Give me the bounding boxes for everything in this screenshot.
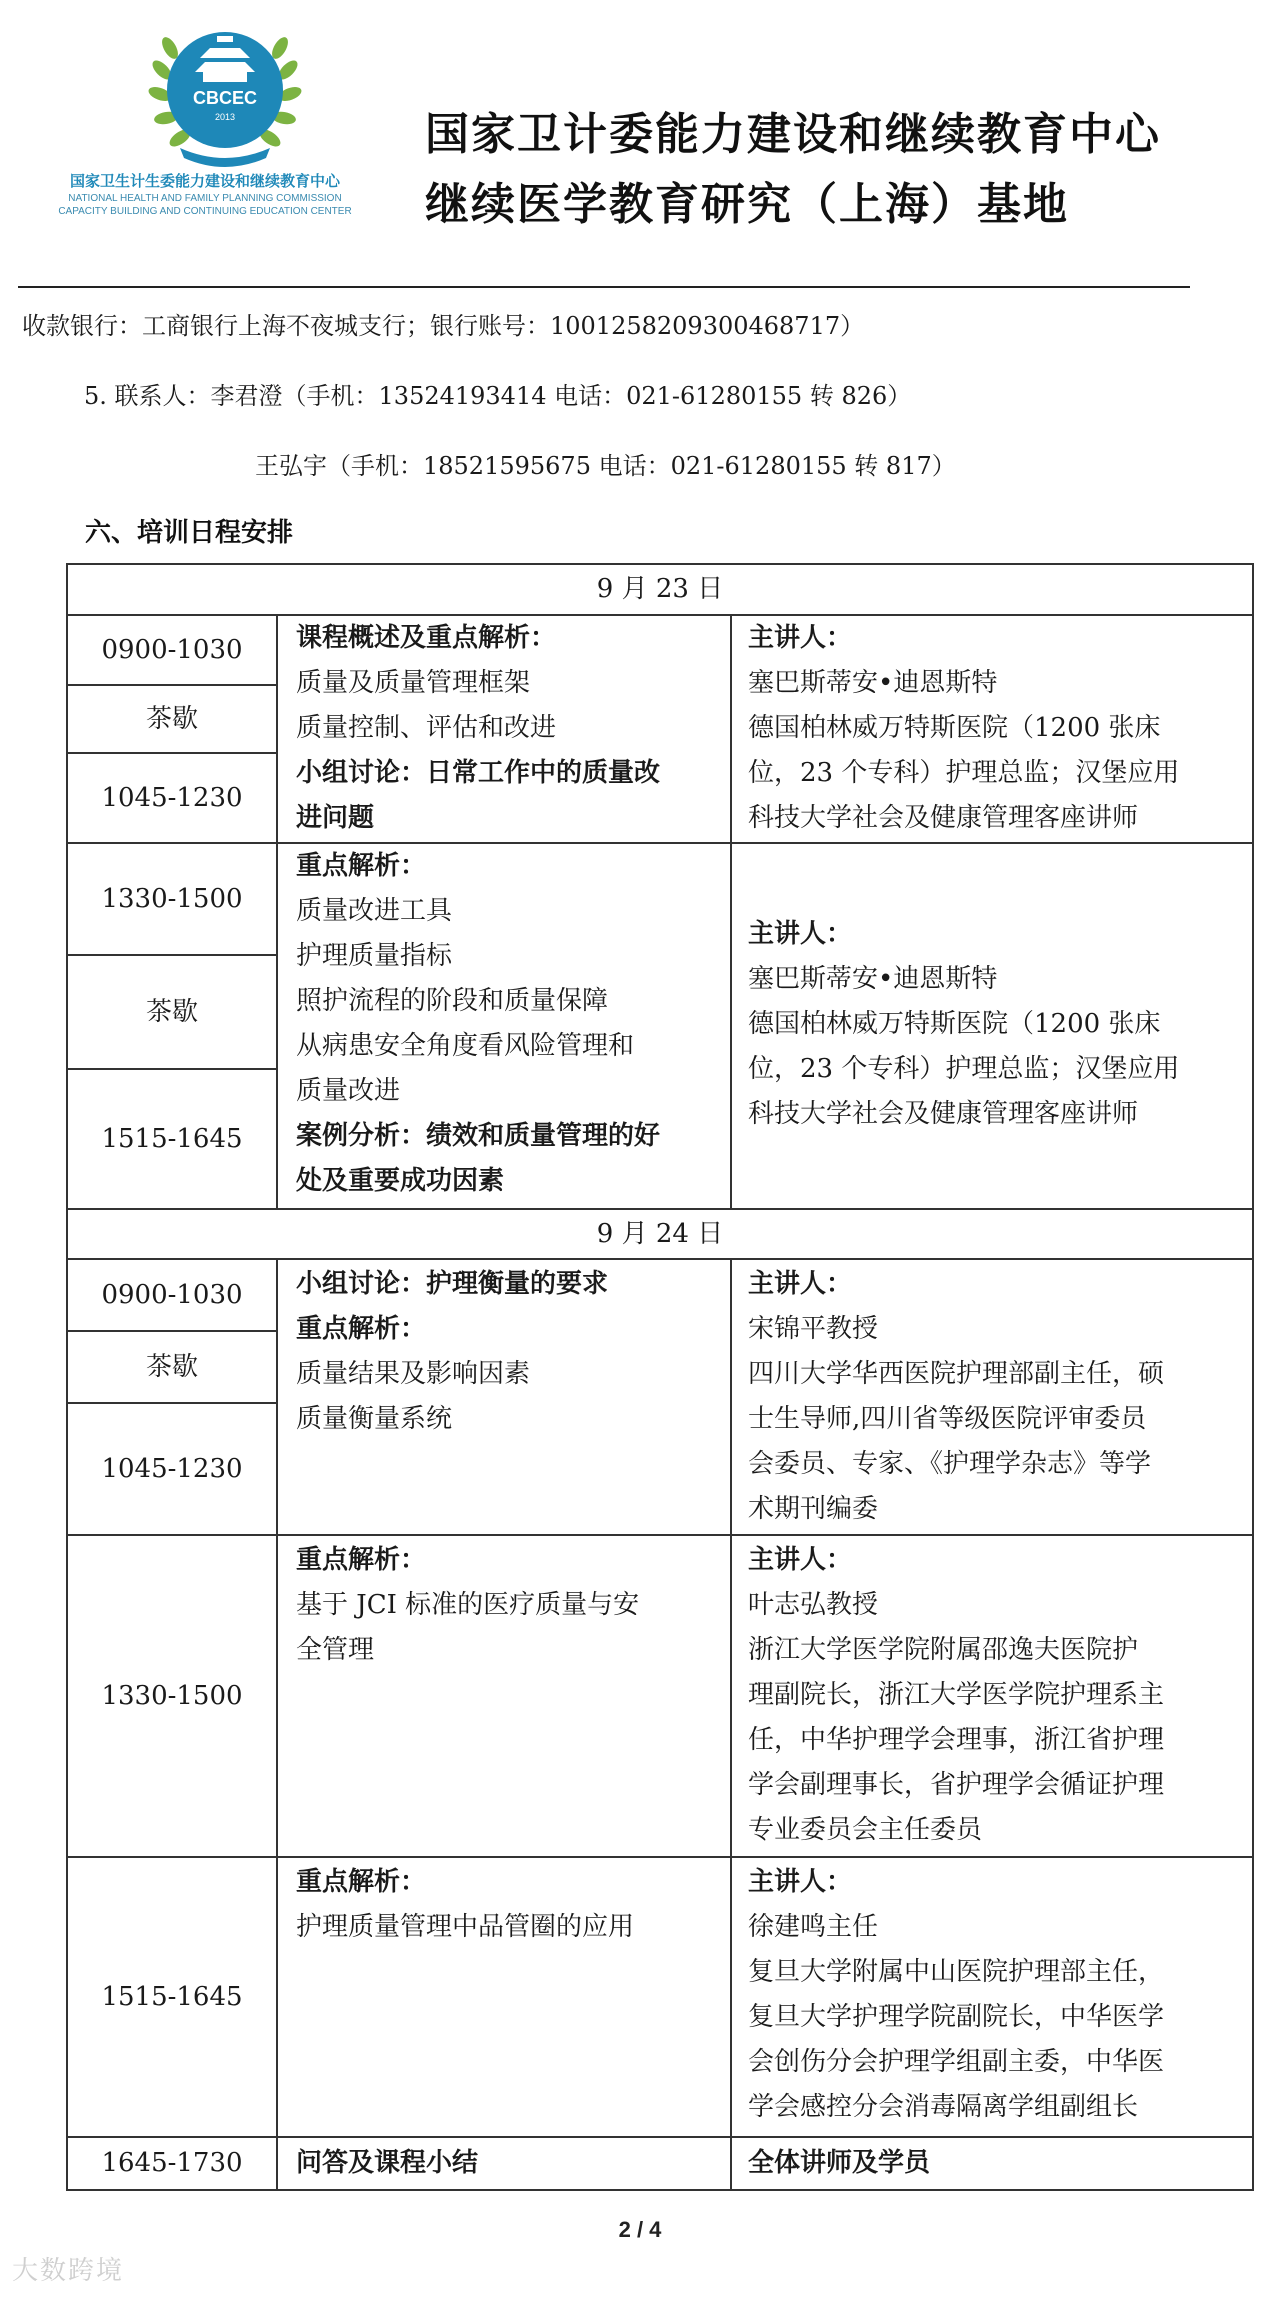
cell-line: 重点解析： xyxy=(296,1314,427,1344)
cell-line: 徐建鸣主任 xyxy=(748,1912,879,1942)
cell-line: 学会副理事长，省护理学会循证护理 xyxy=(748,1770,1165,1800)
cell-line: 专业委员会主任委员 xyxy=(748,1815,983,1845)
cell-line: 位，23 个专科）护理总监；汉堡应用 xyxy=(748,1054,1180,1084)
cell-line: 宋锦平教授 xyxy=(748,1314,879,1344)
cell-line: 质量及质量管理框架 xyxy=(296,668,531,698)
day2-block2-speaker xyxy=(748,1538,1248,1853)
cell-line: 塞巴斯蒂安•迪恩斯特 xyxy=(748,964,998,994)
cell-line: 质量改进工具 xyxy=(296,896,453,926)
day1-block1-speaker xyxy=(748,616,1248,841)
bank-info: 收款银行：工商银行上海不夜城支行；银行账号：1001258209300468717） xyxy=(22,312,865,340)
day2-time-1: 0900-1030 xyxy=(101,1279,243,1310)
cell-line: 主讲人： xyxy=(748,919,853,949)
cell-line: 基于 JCI 标准的医疗质量与安 xyxy=(296,1590,640,1620)
svg-text:CBCEC: CBCEC xyxy=(192,88,258,108)
cell-line: 处及重要成功因素 xyxy=(296,1166,505,1196)
cell-line: 理副院长，浙江大学医学院护理系主 xyxy=(748,1680,1165,1710)
cell-line: 德国柏林威万特斯医院（1200 张床 xyxy=(748,1009,1161,1039)
cell-line: 主讲人： xyxy=(748,1867,853,1897)
cell-line: 小组讨论：日常工作中的质量改 xyxy=(296,758,661,788)
day2-block2-topics xyxy=(296,1538,728,1673)
section-title: 六、培训日程安排 xyxy=(85,518,294,548)
cell-line: 复旦大学护理学院副院长，中华医学 xyxy=(748,2002,1165,2032)
cell-line: 德国柏林威万特斯医院（1200 张床 xyxy=(748,713,1161,743)
cell-line: 塞巴斯蒂安•迪恩斯特 xyxy=(748,668,998,698)
cell-line: 四川大学华西医院护理部副主任，硕 xyxy=(748,1359,1165,1389)
cell-line: 主讲人： xyxy=(748,1269,853,1299)
cell-line: 叶志弘教授 xyxy=(748,1590,879,1620)
cell-line: 复旦大学附属中山医院护理部主任， xyxy=(748,1957,1165,1987)
cell-line: 科技大学社会及健康管理客座讲师 xyxy=(748,1099,1139,1129)
day2-block1-topics xyxy=(296,1262,728,1442)
cell-line: 会创伤分会护理学组副主委，中华医 xyxy=(748,2047,1165,2077)
day1-block2-topics xyxy=(296,844,728,1204)
day1-time-6: 1515-1645 xyxy=(101,1123,243,1154)
day2-block3-speaker xyxy=(748,1860,1248,2130)
cell-line: 重点解析： xyxy=(296,1867,427,1897)
vrule-1b xyxy=(276,1258,278,2191)
cell-line: 士生导师,四川省等级医院评审委员 xyxy=(748,1404,1147,1434)
cell-line: 重点解析： xyxy=(296,1545,427,1575)
cell-line: 案例分析：绩效和质量管理的好 xyxy=(296,1121,661,1151)
day1-time-4: 1330-1500 xyxy=(101,883,243,914)
contact-1: 5. 联系人：李君澄（手机：13524193414 电话：021-61280155 转 826） xyxy=(84,382,912,410)
cell-line: 小组讨论：护理衡量的要求 xyxy=(296,1269,609,1299)
doc-title-line-2: 继续医学教育研究（上海）基地 xyxy=(425,179,1069,230)
day2-time-6: 1645-1730 xyxy=(101,2148,243,2178)
vrule-2a xyxy=(730,614,732,1208)
cell-line: 进问题 xyxy=(296,803,375,833)
day2-block3-topics xyxy=(296,1860,728,1950)
day2-block4-topic: 问答及课程小结 xyxy=(296,2148,479,2178)
cell-line: 任，中华护理学会理事，浙江省护理 xyxy=(748,1725,1165,1755)
cell-line: 护理质量指标 xyxy=(296,941,453,971)
cell-line: 全管理 xyxy=(296,1635,375,1665)
cell-line: 学会感控分会消毒隔离学组副组长 xyxy=(748,2092,1139,2122)
cell-line: 课程概述及重点解析： xyxy=(296,623,557,653)
cell-line: 质量结果及影响因素 xyxy=(296,1359,531,1389)
day1-date: 9 月 23 日 xyxy=(596,574,724,604)
page-number: 2 / 4 xyxy=(618,2217,662,2242)
cell-line: 重点解析： xyxy=(296,851,427,881)
org-name-cn: 国家卫生计生委能力建设和继续教育中心 xyxy=(69,172,340,190)
svg-text:2013: 2013 xyxy=(214,112,236,122)
day2-block4-speaker: 全体讲师及学员 xyxy=(748,2148,931,2178)
cell-line: 质量衡量系统 xyxy=(296,1404,453,1434)
day2-block1-speaker xyxy=(748,1262,1248,1532)
cell-line: 质量改进 xyxy=(296,1076,401,1106)
day2-time-2: 茶歇 xyxy=(145,1351,198,1382)
cell-line: 浙江大学医学院附属邵逸夫医院护 xyxy=(748,1635,1139,1665)
cell-line: 从病患安全角度看风险管理和 xyxy=(296,1031,635,1061)
day1-block2-speaker xyxy=(748,912,1248,1137)
cell-line: 主讲人： xyxy=(748,623,853,653)
cell-line: 位，23 个专科）护理总监；汉堡应用 xyxy=(748,758,1180,788)
vrule-1a xyxy=(276,614,278,1208)
org-name-en-line-1: NATIONAL HEALTH AND FAMILY PLANNING COMMISSION xyxy=(68,193,342,204)
day1-time-3: 1045-1230 xyxy=(101,782,243,813)
day2-date: 9 月 24 日 xyxy=(596,1218,724,1249)
day1-block1-topics xyxy=(296,616,728,841)
contact-2: 王弘宇（手机：18521595675 电话：021-61280155 转 817） xyxy=(255,452,956,480)
org-name-en-line-2: CAPACITY BUILDING AND CONTINUING EDUCATION CENTER xyxy=(58,206,352,217)
cell-line: 会委员、专家、《护理学杂志》等学 xyxy=(748,1449,1152,1479)
day1-time-2: 茶歇 xyxy=(145,703,198,734)
cell-line: 科技大学社会及健康管理客座讲师 xyxy=(748,803,1139,833)
day2-time-5: 1515-1645 xyxy=(101,1981,243,2012)
cell-line: 主讲人： xyxy=(748,1545,853,1575)
cell-line: 照护流程的阶段和质量保障 xyxy=(296,986,609,1016)
day1-time-1: 0900-1030 xyxy=(101,634,243,665)
doc-title-line-1: 国家卫计委能力建设和继续教育中心 xyxy=(425,109,1161,160)
cell-line: 护理质量管理中品管圈的应用 xyxy=(296,1912,635,1942)
vrule-2b xyxy=(730,1258,732,2191)
cell-line: 质量控制、评估和改进 xyxy=(296,713,557,743)
day1-time-5: 茶歇 xyxy=(145,996,198,1027)
watermark: 大数跨境 xyxy=(12,2256,125,2286)
cell-line: 术期刊编委 xyxy=(748,1494,879,1524)
day2-time-3: 1045-1230 xyxy=(101,1453,243,1484)
day2-time-4: 1330-1500 xyxy=(101,1680,243,1711)
